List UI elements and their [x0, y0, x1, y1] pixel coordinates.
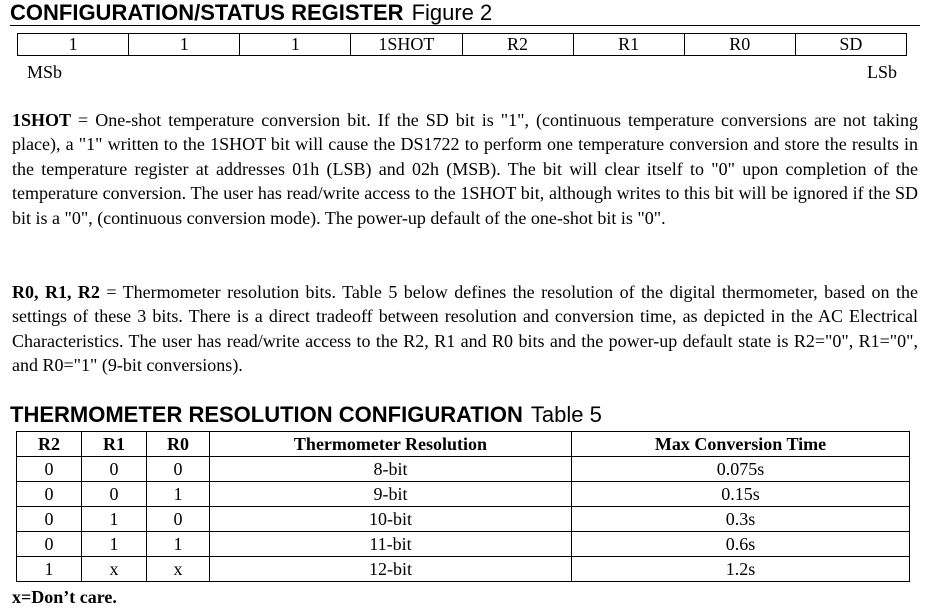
register-bit-1: R0	[684, 34, 795, 56]
cell-r2: 1	[17, 557, 82, 582]
msb-label: MSb	[27, 62, 63, 82]
heading-rule	[10, 25, 920, 26]
register-bit-2: R1	[573, 34, 684, 56]
cell-r0: 1	[147, 532, 210, 557]
header-conversion-time: Max Conversion Time	[572, 432, 910, 457]
cell-r2: 0	[17, 532, 82, 557]
register-bit-4: 1SHOT	[351, 34, 462, 56]
cell-resolution: 8-bit	[210, 457, 572, 482]
cell-r1: 1	[82, 532, 147, 557]
cell-conversion-time: 0.15s	[572, 482, 910, 507]
oneshot-term: 1SHOT	[12, 110, 72, 130]
figure-heading	[10, 2, 492, 24]
footnote: x=Don’t care.	[12, 587, 117, 607]
cell-r1: 1	[82, 507, 147, 532]
table-row	[17, 557, 910, 582]
cell-conversion-time: 0.6s	[572, 532, 910, 557]
cell-r2: 0	[17, 457, 82, 482]
cell-resolution: 10-bit	[210, 507, 572, 532]
cell-r2: 0	[17, 482, 82, 507]
register-bit-map	[17, 33, 907, 56]
resolution-term: R0, R1, R2	[12, 282, 100, 302]
cell-r0: 0	[147, 507, 210, 532]
register-bit-0: SD	[795, 34, 906, 56]
cell-conversion-time: 0.075s	[572, 457, 910, 482]
cell-r0: x	[147, 557, 210, 582]
resolution-description	[12, 280, 918, 378]
header-resolution: Thermometer Resolution	[210, 432, 572, 457]
cell-resolution: 11-bit	[210, 532, 572, 557]
cell-conversion-time: 1.2s	[572, 557, 910, 582]
cell-r1: 0	[82, 482, 147, 507]
cell-r1: x	[82, 557, 147, 582]
resolution-text: = Thermometer resolution bits. Table 5 below defines the resolution of the digital thermometer, based on the settings of these 3 bits. There is a direct tradeoff between resolution and conversion time, as depicted in the AC Electrical Characteristics. The user has read/write access to the R2, R1 and R0 bits and the power-up default state is R2="0", R1="0", and R0="1" (9-bit conversions).	[12, 282, 919, 376]
oneshot-text: = One-shot temperature conversion bit. If the SD bit is "1", (continuous temperature conversions are not taking place), a "1" written to the 1SHOT bit will cause the DS1722 to perform one temperature conversion and store the results in the temperature register at addresses 01h (LSB) and 02h (MSB). The bit will clear itself to "0" upon completion of the temperature conversion. The user has read/write access to the 1SHOT bit, although writes to this bit will be ignored if the SD bit is a "0", (continuous conversion mode). The power-up default of the one-shot bit is "0".	[12, 110, 918, 228]
lsb-label: LSb	[866, 62, 897, 82]
table-heading	[10, 404, 602, 426]
resolution-table	[16, 431, 910, 582]
cell-r0: 1	[147, 482, 210, 507]
cell-resolution: 12-bit	[210, 557, 572, 582]
register-bit-6: 1	[129, 34, 240, 56]
cell-r2: 0	[17, 507, 82, 532]
cell-resolution: 9-bit	[210, 482, 572, 507]
figure-title: CONFIGURATION/STATUS REGISTER	[10, 0, 404, 25]
cell-r0: 0	[147, 457, 210, 482]
table-title: THERMOMETER RESOLUTION CONFIGURATION	[10, 402, 523, 427]
table-row	[17, 507, 910, 532]
register-bit-5: 1	[240, 34, 351, 56]
register-bit-7: 1	[18, 34, 129, 56]
header-r2: R2	[17, 432, 82, 457]
header-r0: R0	[147, 432, 210, 457]
header-r1: R1	[82, 432, 147, 457]
table-row	[17, 457, 910, 482]
table-header-row	[17, 432, 910, 457]
cell-conversion-time: 0.3s	[572, 507, 910, 532]
register-bit-3: R2	[462, 34, 573, 56]
register-row	[18, 34, 907, 56]
figure-label: Figure 2	[411, 0, 493, 25]
table-label: Table 5	[530, 402, 602, 427]
cell-r1: 0	[82, 457, 147, 482]
table-row	[17, 532, 910, 557]
table-row	[17, 482, 910, 507]
oneshot-description	[12, 108, 918, 230]
